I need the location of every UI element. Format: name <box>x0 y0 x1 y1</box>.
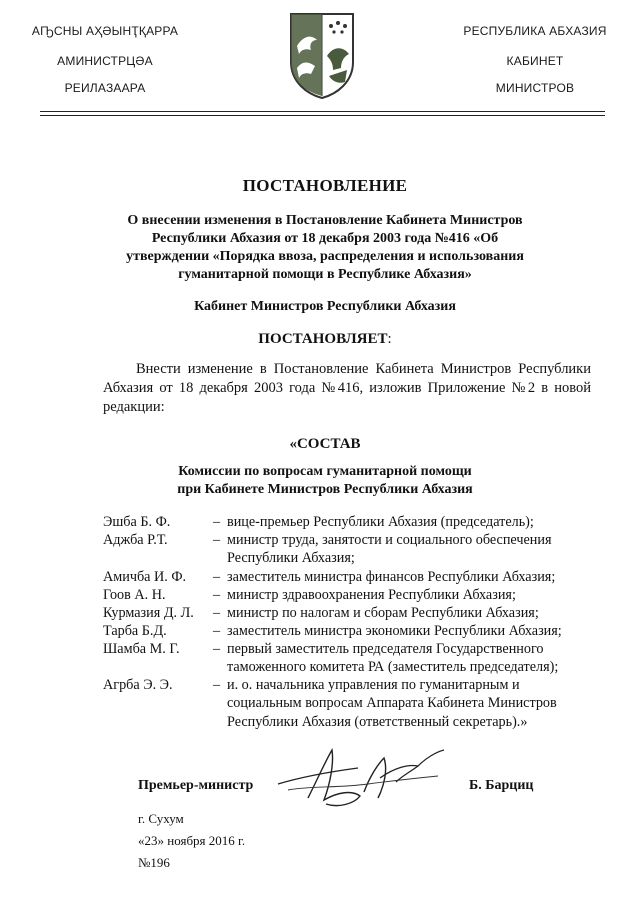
member-name: Тарба Б.Д. <box>103 623 167 639</box>
header-left-line-2: АМИНИСТРЦӘА <box>57 54 153 68</box>
member-dash: – <box>213 532 221 548</box>
member-role-line: министр по налогам и сборам Республики Абхазия; <box>227 605 539 621</box>
document-number: №196 <box>138 855 170 870</box>
header-rule-bottom <box>40 115 605 116</box>
member-role <box>213 622 590 640</box>
member-name: Гоов А. Н. <box>103 587 166 603</box>
member-role-line: заместитель министра экономики Республики Абхазия; <box>227 623 562 639</box>
commission-title-line-2: при Кабинете Министров Республики Абхазия <box>177 482 473 497</box>
header-right-line-1: РЕСПУБЛИКА АБХАЗИЯ <box>463 24 607 38</box>
decree-word: ПОСТАНОВЛЯЕТ <box>258 331 388 347</box>
member-role-line: министр здравоохранения Республики Абхазия; <box>227 587 516 603</box>
signature-scribble-icon <box>268 738 468 818</box>
decree-colon: : <box>387 331 392 347</box>
member-role <box>213 586 590 604</box>
member-role-line: вице-премьер Республики Абхазия (председатель); <box>227 514 534 530</box>
decree-body: Внести изменение в Постановление Кабинета Министров Республики Абхазия от 18 декабря 2003 года №416, изложив Приложение №2 в новой редакции: <box>103 361 591 415</box>
member-name: Аджба Р.Т. <box>103 532 168 548</box>
member-role <box>213 568 590 586</box>
abkhazia-coat-of-arms-icon <box>287 10 357 100</box>
member-name: Агрба Э. Э. <box>103 677 173 693</box>
issue-place: г. Сухум <box>138 811 184 826</box>
subject-line-4: гуманитарной помощи в Республике Абхазия» <box>178 267 472 282</box>
issuing-organization: Кабинет Министров Республики Абхазия <box>194 299 456 314</box>
commission-title-line-1: Комиссии по вопросам гуманитарной помощи <box>178 464 472 479</box>
header-right-line-2: КАБИНЕТ <box>506 54 564 68</box>
member-role-line: министр труда, занятости и социального обеспечения <box>227 532 552 548</box>
member-role-line: заместитель министра финансов Республики Абхазия; <box>227 569 556 585</box>
issue-date: «23» ноября 2016 г. <box>138 833 246 848</box>
subject-line-1: О внесении изменения в Постановление Кабинета Министров <box>127 213 523 228</box>
member-dash: – <box>213 641 221 657</box>
member-name: Курмазия Д. Л. <box>103 605 194 621</box>
member-dash: – <box>213 623 221 639</box>
member-role <box>213 604 590 622</box>
subject-line-3: утверждении «Порядка ввоза, распределения и использования <box>126 249 524 264</box>
signatory-position: Премьер-министр <box>138 778 254 793</box>
member-dash: – <box>213 514 221 530</box>
member-role-line: и. о. начальника управления по гуманитарным и <box>227 677 520 693</box>
member-role-line: таможенного комитета РА (заместитель председателя); <box>227 659 559 676</box>
member-role-line: Республики Абхазия; <box>227 550 355 567</box>
member-role-line: Республики Абхазия (ответственный секретарь).» <box>227 713 528 730</box>
member-role-line: первый заместитель председателя Государственного <box>227 641 544 657</box>
member-dash: – <box>213 677 221 693</box>
member-dash: – <box>213 569 221 585</box>
composition-heading: «СОСТАВ <box>289 436 361 452</box>
member-role <box>213 640 590 677</box>
subject-line-2: Республики Абхазия от 18 декабря 2003 года №416 «Об <box>151 231 499 246</box>
member-role <box>213 513 590 531</box>
member-role-line: социальным вопросам Аппарата Кабинета Министров <box>227 695 557 712</box>
decree-heading <box>60 331 590 348</box>
document-title: ПОСТАНОВЛЕНИЕ <box>242 176 408 195</box>
header-left-line-3: РЕИЛАЗААРА <box>64 81 146 95</box>
header-left-line-1: АҦСНЫ АҲӘЫНҬҚАРРА <box>31 24 179 38</box>
member-name: Амичба И. Ф. <box>103 569 187 585</box>
member-name: Эшба Б. Ф. <box>103 514 171 530</box>
member-name: Шамба М. Г. <box>103 641 180 657</box>
signatory-name: Б. Барциц <box>469 778 534 793</box>
header-right-line-3: МИНИСТРОВ <box>495 81 575 95</box>
member-dash: – <box>213 587 221 603</box>
header-rule-top <box>40 111 605 112</box>
member-role <box>213 531 590 568</box>
member-dash: – <box>213 605 221 621</box>
member-role <box>213 676 590 731</box>
